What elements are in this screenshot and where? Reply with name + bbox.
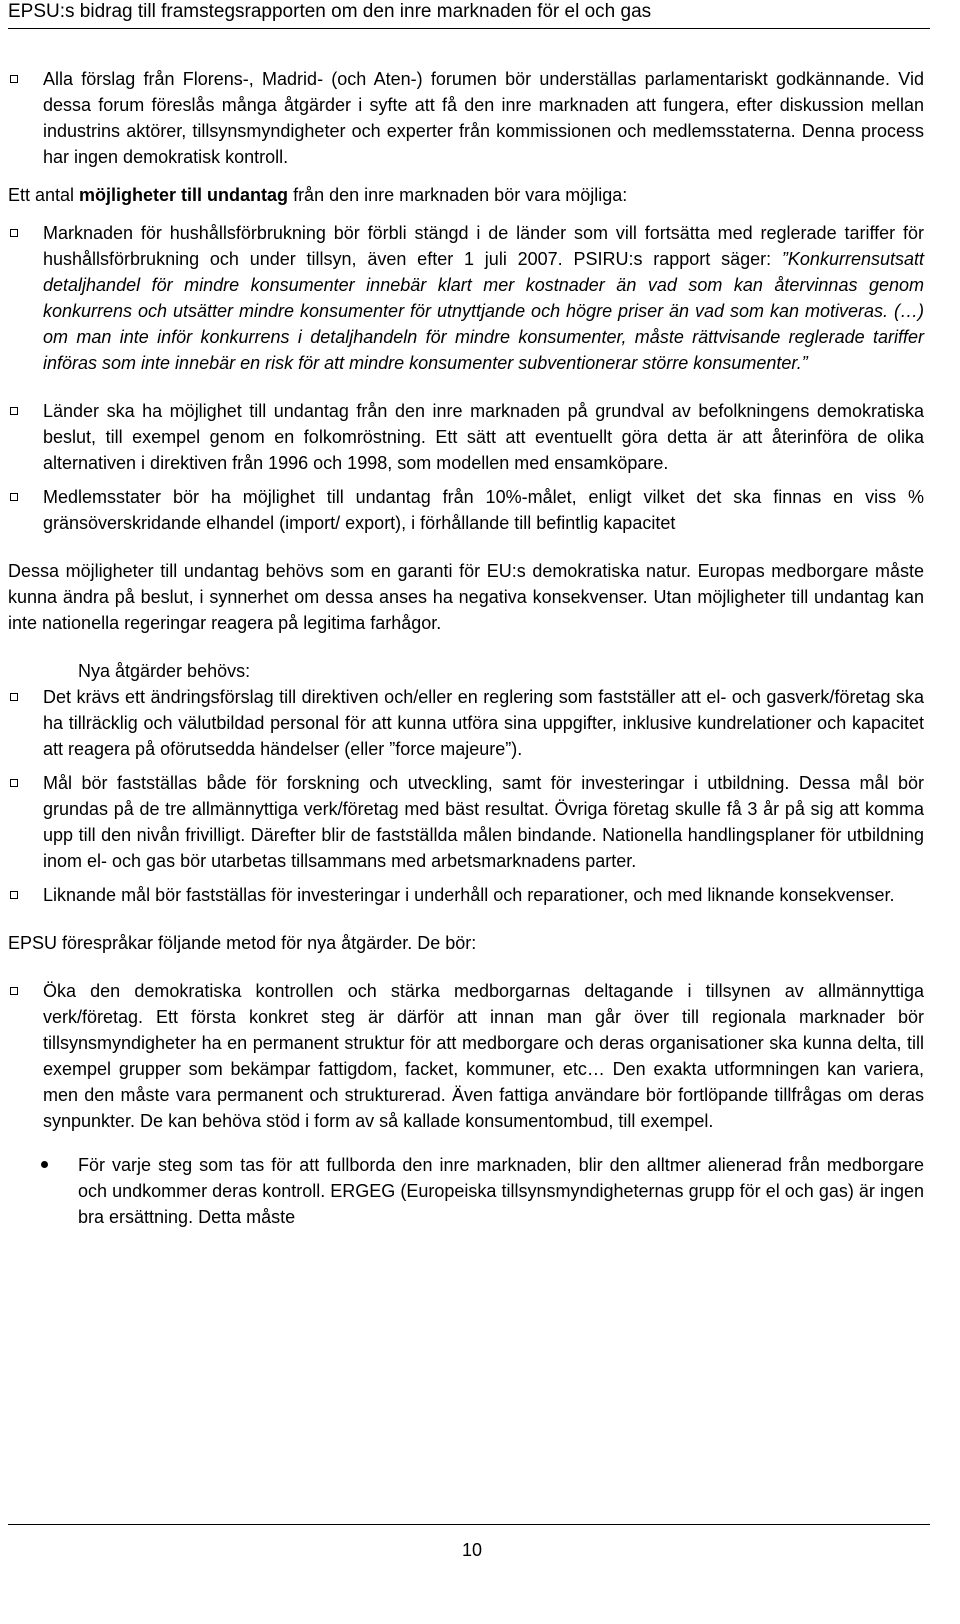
bullet-text: Medlemsstater bör ha möjlighet till undantag från 10%-målet, enligt vilket det ska finnas en viss % gränsöverskridande elhandel (import/ export), i förhållande till befintlig kapacitet [43, 487, 924, 533]
checkbox-bullet-item [8, 770, 924, 874]
checkbox-bullet-icon [10, 891, 18, 899]
bullet-text: För varje steg som tas för att fullborda den inre marknaden, blir den alltmer alienerad från medborgare och undkommer deras kontroll. ERGEG (Europeiska tillsynsmyndigheternas grupp för el och gas) är ingen bra ersättning. Detta måste [78, 1155, 924, 1227]
checkbox-bullet-item [8, 66, 924, 170]
bullet-text-plain: Marknaden för hushållsförbrukning bör förbli stängd i de länder som vill fortsätta med reglerade tariffer för hushållsförbrukning och under tillsyn, även efter 1 juli 2007. PSIRU:s rapport säger: [43, 223, 924, 269]
bullet-text: Länder ska ha möjlighet till undantag från den inre marknaden på grundval av befolkningens demokratiska beslut, till exempel genom en folkomröstning. Ett sätt att eventuellt göra detta är att återinföra de olika alternativen i direktiven från 1996 och 1998, som modellen med ensamköpare. [43, 401, 924, 473]
header-rule [8, 28, 930, 29]
bold-emphasis: möjligheter till undantag [79, 185, 289, 205]
paragraph-text: Ett antal [8, 185, 80, 205]
paragraph: EPSU förespråkar följande metod för nya åtgärder. De bör: [8, 933, 477, 953]
paragraph-text: från den inre marknaden bör vara möjliga: [288, 185, 628, 205]
bullet-text: Det krävs ett ändringsförslag till direktiven och/eller en reglering som fastställer att el- och gasverk/företag ska ha tillräcklig och välutbildad personal för att kunna utföra sina uppgifter, inklusive kundrelationer och kapacitet att reagera på oförutsedda händelser (eller ”force majeure”). [43, 687, 924, 759]
bullet-text: Öka den demokratiska kontrollen och stärka medborgarnas deltagande i tillsynen av allmännyttiga verk/företag. Ett första konkret steg är därför att innan man går över till regionala marknader bör tillsynsmyndigheter ha en permanent struktur för att medborgare och deras organisationer ska kunna delta, till exempel grupper som bekämpar fattigdom, facket, kommuner, etc… Den exakta utformningen kan variera, men den måste vara permanent och strukturerad. Även fattiga användare bör fortlöpande tillfrågas om deras synpunkter. De kan behöva stöd i form av så kallade konsumentombud, till exempel. [43, 981, 924, 1131]
quote-italic: ”Konkurrensutsatt detaljhandel för mindre konsumenter innebär klart mer kostnader än vad som kan återvinnas genom konkurrens och utsätter mindre konsumenter för utnyttjande och högre priser än vad som kan motiveras. (…) om man inte inför konkurrens i detaljhandeln för mindre konsumenter, måste rättvisande reglerade tariffer införas som inte innebär en risk för att mindre konsumenter subventionerar större konsumenter.” [43, 249, 924, 373]
checkbox-bullet-item [8, 398, 924, 476]
page-number: 10 [461, 1540, 483, 1560]
bullet-text: Alla förslag från Florens-, Madrid- (och Aten-) forumen bör underställas parlamentariskt godkännande. Vid dessa forum föreslås många åtgärder i syfte att få den inre marknaden att fungera, efter diskussion mellan industrins aktörer, tillsynsmyndigheter och experter från kommissionen och medlemsstaterna. Denna process har ingen demokratisk kontroll. [43, 69, 924, 167]
checkbox-bullet-item [8, 220, 924, 376]
dot-bullet-icon [41, 1161, 48, 1168]
footer-rule [8, 1524, 930, 1525]
checkbox-bullet-icon [10, 693, 18, 701]
paragraph: Dessa möjligheter till undantag behövs som en garanti för EU:s demokratiska natur. Europas medborgare måste kunna ändra på beslut, i synnerhet om dessa anses ha negativa konsekvenser. Utan möjligheter till undantag kan inte nationella regeringar reagera på legitima farhågor. [8, 561, 924, 633]
bullet-text: Liknande mål bör fastställas för investeringar i underhåll och reparationer, och med liknande konsekvenser. [43, 885, 895, 905]
section-heading: Nya åtgärder behövs: [78, 661, 251, 681]
bullet-text [43, 220, 924, 376]
bullet-text: Mål bör fastställas både för forskning och utveckling, samt för investeringar i utbildning. Dessa mål bör grundas på de tre allmännyttiga verk/företag med bäst resultat. Övriga företag skulle få 3 år på sig att komma upp till den nivån frivilligt. Därefter blir de fastställda målen bindande. Nationella handlingsplaner för utbildning inom el- och gas bör utarbetas tillsammans med arbetsmarknadens parter. [43, 773, 924, 871]
checkbox-bullet-icon [10, 75, 18, 83]
dot-bullet-item [8, 1152, 924, 1230]
checkbox-bullet-icon [10, 229, 18, 237]
paragraph [8, 182, 924, 208]
checkbox-bullet-item [8, 882, 924, 908]
running-header: EPSU:s bidrag till framstegsrapporten om den inre marknaden för el och gas [8, 1, 652, 22]
body-text [8, 66, 924, 1230]
checkbox-bullet-icon [10, 987, 18, 995]
checkbox-bullet-icon [10, 493, 18, 501]
checkbox-bullet-item [8, 978, 924, 1134]
checkbox-bullet-icon [10, 407, 18, 415]
checkbox-bullet-item [8, 484, 924, 536]
checkbox-bullet-icon [10, 779, 18, 787]
checkbox-bullet-item [8, 684, 924, 762]
